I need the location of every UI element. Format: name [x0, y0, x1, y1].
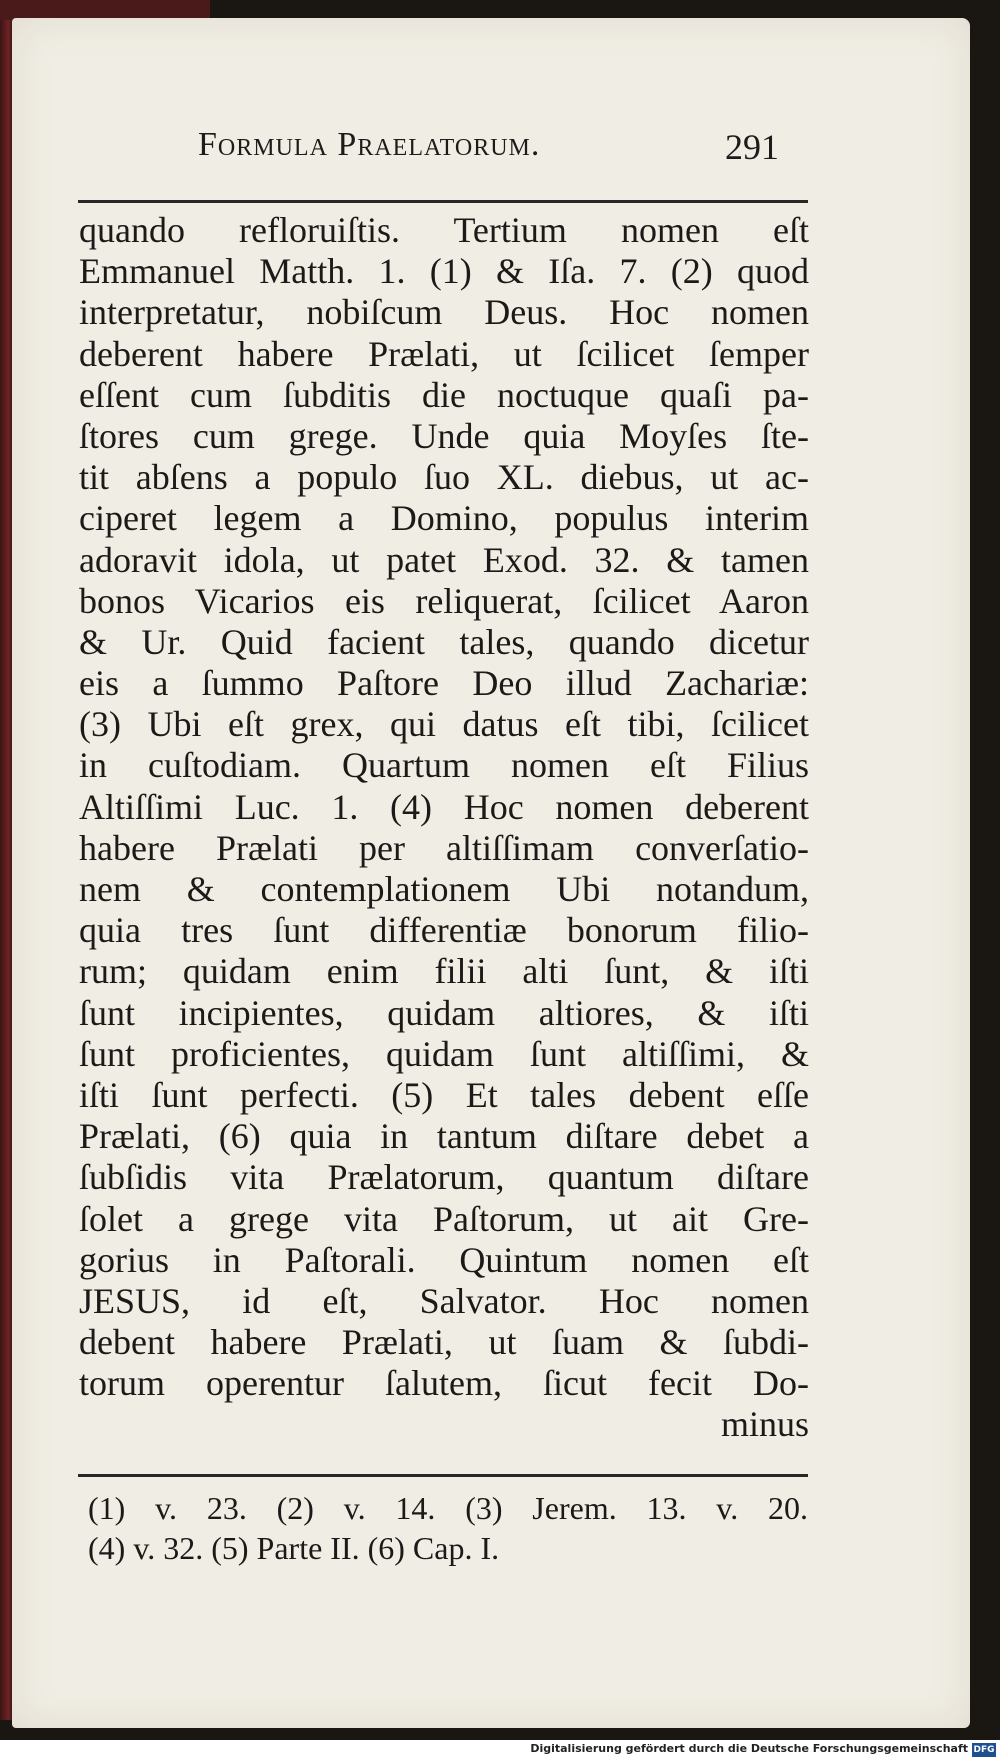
- text-line: (3) Ubi eſt grex, qui datus eſt tibi, ſcilicet: [79, 704, 809, 745]
- text-line: nem & contemplationem Ubi notandum,: [79, 869, 809, 909]
- footnote-line: (1) v. 23. (2) v. 14. (3) Jerem. 13. v. 20.: [88, 1490, 808, 1526]
- text-line: eis a ſummo Paſtore Deo illud Zachariæ:: [79, 663, 809, 704]
- text-line: Prælati, (6) quia in tantum diſtare debet a: [79, 1116, 809, 1157]
- text-line: JESUS, id eſt, Salvator. Hoc nomen: [79, 1280, 809, 1321]
- text-line: habere Prælati per altiſſimam converſatio-: [79, 827, 809, 868]
- text-line: Emmanuel Matth. 1. (1) & Iſa. 7. (2) quod: [79, 251, 809, 292]
- body-text: [79, 210, 809, 1446]
- text-line: ciperet legem a Domino, populus interim: [79, 498, 809, 539]
- text-line: ſunt incipientes, quidam altiores, & iſti: [79, 992, 809, 1033]
- running-title: Formula Praelatorum.: [198, 126, 541, 163]
- text-line: eſſent cum ſubditis die noctuque quaſi pa-: [79, 374, 809, 415]
- text-line: rum; quidam enim filii alti ſunt, & iſti: [79, 951, 809, 992]
- text-line: adoravit idola, ut patet Exod. 32. & tamen: [79, 539, 809, 580]
- dfg-logo: DFG: [973, 1745, 995, 1755]
- text-line: in cuſtodiam. Quartum nomen eſt Filius: [79, 745, 809, 786]
- text-line: tit abſens a populo ſuo XL. diebus, ut ac-: [79, 457, 809, 498]
- text-line: iſti ſunt perfecti. (5) Et tales debent eſſe: [79, 1074, 809, 1115]
- text-line: & Ur. Quid facient tales, quando dicetur: [79, 621, 809, 662]
- text-line: debent habere Prælati, ut ſuam & ſubdi-: [79, 1322, 809, 1363]
- text-line: torum operentur ſalutem, ſicut fecit Do-: [79, 1363, 809, 1404]
- text-line: quia tres ſunt differentiæ bonorum filio-: [79, 910, 809, 951]
- text-line: interpretatur, nobiſcum Deus. Hoc nomen: [79, 292, 809, 333]
- text-line: ſunt proficientes, quidam ſunt altiſſimi, &: [79, 1033, 809, 1074]
- catchword: minus: [720, 1404, 809, 1445]
- footnote-line: (4) v. 32. (5) Parte II. (6) Cap. I.: [88, 1530, 500, 1566]
- text-line: ſolet a grege vita Paſtorum, ut ait Gre-: [79, 1198, 809, 1239]
- text-line: bonos Vicarios eis reliquerat, ſcilicet Aaron: [79, 580, 809, 621]
- footnote-rule: [78, 1474, 808, 1477]
- text-line: ſtores cum grege. Unde quia Moyſes ſte-: [79, 415, 809, 456]
- header-rule: [78, 200, 808, 203]
- footnotes: [88, 1488, 808, 1568]
- page-number: 291: [725, 127, 779, 167]
- text-line: deberent habere Prælati, ut ſcilicet ſemper: [79, 333, 809, 374]
- funding-credit: Digitalisierung gefördert durch die Deutsche Forschungsgemeinschaft: [530, 1742, 968, 1755]
- text-line: quando refloruiſtis. Tertium nomen eſt: [79, 210, 809, 250]
- text-line: Altiſſimi Luc. 1. (4) Hoc nomen deberent: [79, 786, 809, 827]
- text-line: ſubſidis vita Prælatorum, quantum diſtare: [79, 1157, 809, 1198]
- text-line: gorius in Paſtorali. Quintum nomen eſt: [79, 1239, 809, 1280]
